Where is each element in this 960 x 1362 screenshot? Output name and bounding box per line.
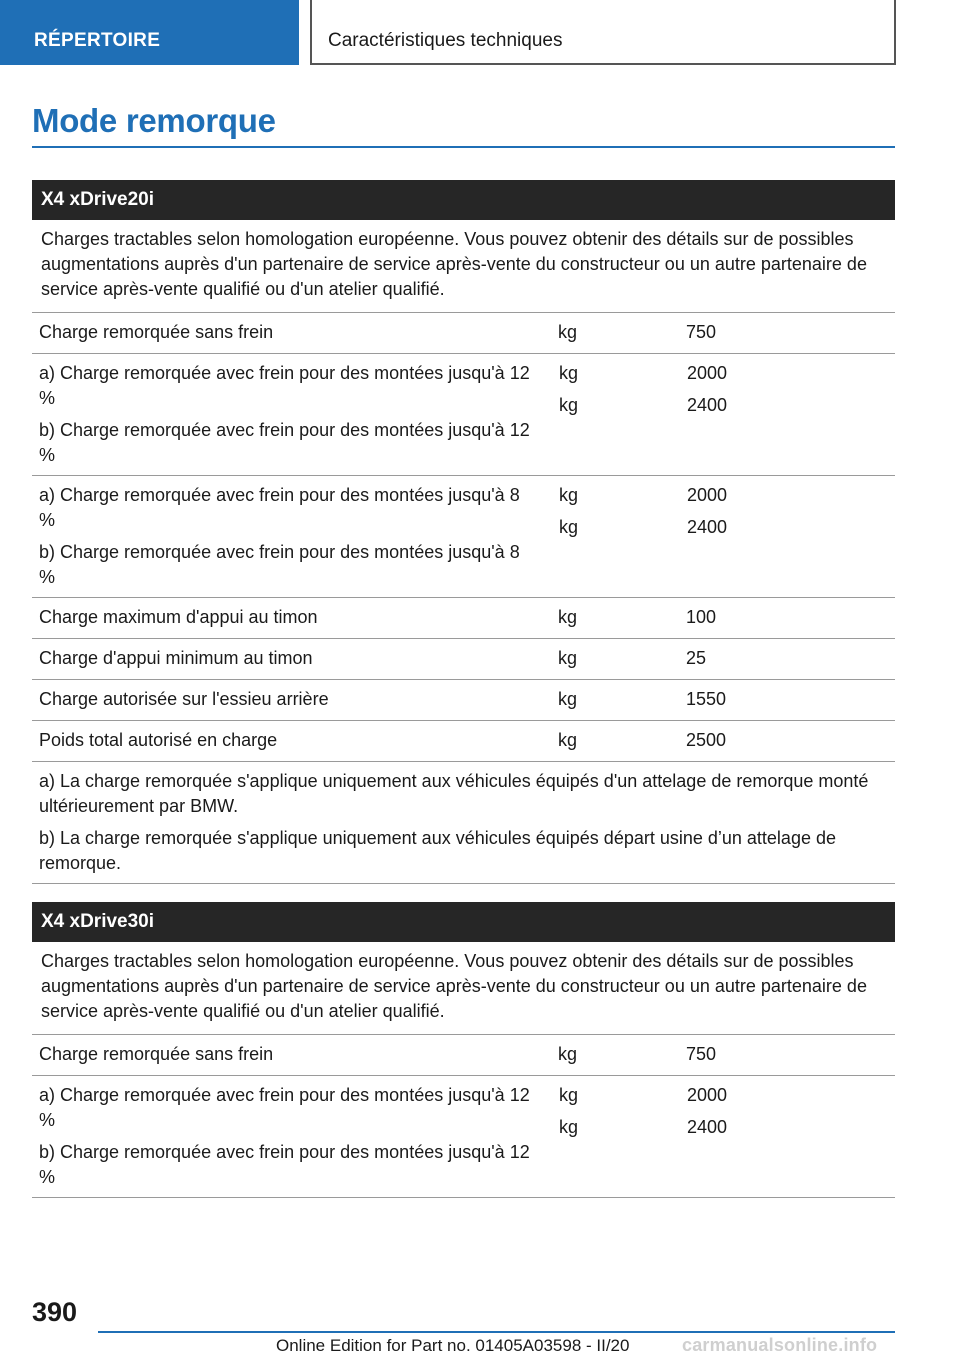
row-label-a: a) Charge remorquée avec frein pour des montées jusqu'à 12 % bbox=[39, 1085, 530, 1130]
row-label-a: a) Charge remorquée avec frein pour des montées jusqu'à 8 % bbox=[39, 485, 520, 530]
table-row bbox=[32, 721, 895, 762]
model-header: X4 xDrive20i bbox=[32, 180, 895, 220]
table-row bbox=[32, 1035, 895, 1076]
row-value-a: 2000 bbox=[687, 1085, 728, 1105]
row-unit: kg bbox=[558, 689, 578, 709]
row-label-b: b) Charge remorquée avec frein pour des montées jusqu'à 12 % bbox=[39, 420, 530, 465]
row-value-a: 2000 bbox=[687, 363, 728, 383]
row-value: 2500 bbox=[686, 730, 727, 750]
row-value-b: 2400 bbox=[687, 1117, 728, 1137]
row-label: Charge maximum d'appui au timon bbox=[39, 607, 318, 627]
row-unit: kg bbox=[558, 322, 578, 342]
index-tab[interactable]: RÉPERTOIRE bbox=[0, 0, 299, 65]
footer-divider bbox=[98, 1331, 895, 1333]
section-tab[interactable]: Caractéristiques techniques bbox=[310, 0, 896, 65]
footnote-a: a) La charge remorquée s'applique uniquement aux véhicules équipés d'un attelage de remorque monté ultérieurement par BMW. bbox=[39, 771, 869, 816]
row-unit: kg bbox=[558, 730, 578, 750]
intro-text: Charges tractables selon homologation européenne. Vous pouvez obtenir des détails sur de possibles augmentations auprès d'un partenaire de service après-vente du constructeur ou un autre partenaire de service après-vente qualifié ou d'un atelier qualifié. bbox=[32, 942, 895, 1035]
table-row bbox=[32, 354, 895, 476]
row-label: Charge remorquée sans frein bbox=[39, 1044, 274, 1064]
row-unit-b: kg bbox=[559, 1117, 579, 1137]
table-row bbox=[32, 598, 895, 639]
row-value: 1550 bbox=[686, 689, 727, 709]
row-unit-a: kg bbox=[559, 485, 579, 505]
row-value: 100 bbox=[686, 607, 717, 627]
row-unit-a: kg bbox=[559, 1085, 579, 1105]
table-row bbox=[32, 639, 895, 680]
row-label: Charge remorquée sans frein bbox=[39, 322, 274, 342]
table-row bbox=[32, 680, 895, 721]
row-label: Charge d'appui minimum au timon bbox=[39, 648, 313, 668]
row-value-b: 2400 bbox=[687, 517, 728, 537]
row-unit-a: kg bbox=[559, 363, 579, 383]
table-row bbox=[32, 476, 895, 598]
row-unit: kg bbox=[558, 1044, 578, 1064]
table-row bbox=[32, 313, 895, 354]
footnotes bbox=[32, 762, 895, 884]
page-number: 390 bbox=[32, 1297, 78, 1327]
row-label: Poids total autorisé en charge bbox=[39, 730, 278, 750]
row-value-b: 2400 bbox=[687, 395, 728, 415]
row-unit: kg bbox=[558, 648, 578, 668]
row-label-b: b) Charge remorquée avec frein pour des montées jusqu'à 12 % bbox=[39, 1142, 530, 1187]
title-divider bbox=[32, 146, 895, 148]
row-unit-b: kg bbox=[559, 517, 579, 537]
row-label-b: b) Charge remorquée avec frein pour des montées jusqu'à 8 % bbox=[39, 542, 520, 587]
row-value: 750 bbox=[686, 1044, 717, 1064]
intro-text: Charges tractables selon homologation européenne. Vous pouvez obtenir des détails sur de possibles augmentations auprès d'un partenaire de service après-vente du constructeur ou un autre partenaire de service après-vente qualifié ou d'un atelier qualifié. bbox=[32, 220, 895, 313]
row-value: 25 bbox=[686, 648, 707, 668]
row-value-a: 2000 bbox=[687, 485, 728, 505]
row-unit-b: kg bbox=[559, 395, 579, 415]
watermark: carmanualsonline.info bbox=[682, 1335, 878, 1355]
page-title: Mode remorque bbox=[32, 102, 276, 139]
edition-note: Online Edition for Part no. 01405A03598 - II/20 bbox=[276, 1336, 630, 1355]
table-row bbox=[32, 1076, 895, 1198]
footnote-b: b) La charge remorquée s'applique uniquement aux véhicules équipés départ usine d’un attelage de remorque. bbox=[39, 828, 836, 873]
row-label: Charge autorisée sur l'essieu arrière bbox=[39, 689, 329, 709]
model-header: X4 xDrive30i bbox=[32, 902, 895, 942]
spec-block-x4-xdrive20i bbox=[32, 180, 895, 884]
row-unit: kg bbox=[558, 607, 578, 627]
row-value: 750 bbox=[686, 322, 717, 342]
row-label-a: a) Charge remorquée avec frein pour des montées jusqu'à 12 % bbox=[39, 363, 530, 408]
spec-block-x4-xdrive30i bbox=[32, 902, 895, 1198]
